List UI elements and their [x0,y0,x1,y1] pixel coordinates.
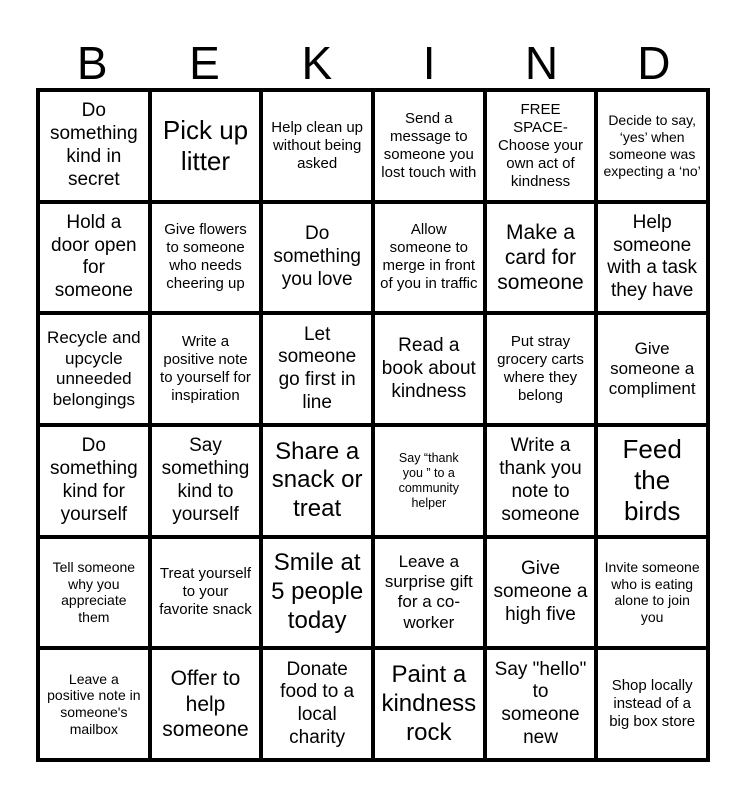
bingo-cell[interactable] [261,648,373,760]
cell-text: Read a book about kindness [381,334,476,402]
bingo-cell[interactable] [596,90,708,202]
cell-text: Say something kind to yourself [161,435,250,525]
bingo-cell[interactable] [150,90,262,202]
bingo-cell[interactable] [373,90,485,202]
bingo-board [36,88,710,762]
bingo-cell[interactable] [261,425,373,537]
cell-text: Treat yourself to your favorite snack [159,565,252,619]
cell-text: Help someone with a task they have [607,211,698,302]
cell-text: Invite someone who is eating alone to join you [604,558,700,626]
cell-text: Allow someone to merge in front of you in traffic [380,221,478,293]
cell-text: Send a message to someone you lost touch with [381,109,477,181]
bingo-cell[interactable] [485,202,597,314]
cell-text: Give flowers to someone who needs cheering up [164,221,247,293]
bingo-cell[interactable] [261,202,373,314]
bingo-cell[interactable] [261,313,373,425]
cell-text: Shop locally instead of a big box store [609,677,696,731]
cell-text: Do something you love [273,223,361,290]
bingo-cell[interactable] [596,202,708,314]
bingo-cell[interactable] [485,313,597,425]
bingo-cell[interactable] [261,90,373,202]
header-letter-e: E [189,37,220,89]
header-letter-d: D [637,37,671,89]
cell-text: Help clean up without being asked [271,118,364,172]
bingo-cell[interactable] [150,537,262,649]
cell-text: Donate food to a local charity [280,658,355,748]
bingo-cell[interactable] [150,425,262,537]
cell-text: Offer to help someone [162,667,249,741]
cell-text: Do something kind for yourself [49,435,138,525]
bingo-cell[interactable] [596,537,708,649]
free-space-cell[interactable] [485,90,597,202]
header-letter-k: K [301,37,333,89]
cell-text: Make a card for someone [497,220,584,295]
cell-text: Write a positive note to yourself for inspiration [160,333,251,405]
cell-text: Paint a kindness rock [381,660,477,746]
bingo-cell[interactable] [150,648,262,760]
cell-text: FREE SPACE- Choose your own act of kindness [497,100,584,190]
bingo-cell[interactable] [373,425,485,537]
bingo-cell[interactable] [596,648,708,760]
bingo-cell[interactable] [150,313,262,425]
header-letter-i: I [422,37,436,89]
cell-text: Give someone a high five [493,558,588,625]
cell-text: Do something kind in secret [49,100,138,190]
bingo-cell[interactable] [596,425,708,537]
bingo-cell[interactable] [261,537,373,649]
cell-text: Let someone go first in line [278,323,357,413]
cell-text: Leave a surprise gift for a co-worker [384,551,473,632]
cell-text: Decide to say, ‘yes’ when someone was expecting a ‘no’ [603,112,701,179]
bingo-cell[interactable] [485,425,597,537]
bingo-cell[interactable] [38,537,150,649]
cell-text: Tell someone why you appreciate them [52,558,136,626]
bingo-cell[interactable] [373,202,485,314]
bingo-header [36,38,710,88]
bingo-cell[interactable] [373,648,485,760]
cell-text: Say "hello" to someone new [494,658,587,748]
header-letter-b: B [76,37,108,89]
cell-text: Smile at 5 people today [271,549,364,634]
header-letter-n: N [524,37,559,89]
bingo-cell[interactable] [150,202,262,314]
cell-text: Feed the birds [622,434,682,527]
cell-text: Recycle and upcycle unneeded belongings [47,328,141,409]
bingo-cell[interactable] [38,425,150,537]
bingo-cell[interactable] [485,537,597,649]
cell-text: Leave a positive note in someone's mailbox [47,670,141,737]
bingo-cell[interactable] [38,313,150,425]
cell-text: Write a thank you note to someone [499,435,582,525]
bingo-cell[interactable] [38,648,150,760]
bingo-cell[interactable] [38,90,150,202]
cell-text: Share a snack or treat [271,437,363,523]
cell-text: Pick up litter [162,114,249,176]
bingo-cell[interactable] [373,313,485,425]
cell-text: Hold a door open for someone [51,211,137,302]
bingo-cell[interactable] [596,313,708,425]
bingo-cell[interactable] [38,202,150,314]
bingo-cell[interactable] [485,648,597,760]
bingo-cell[interactable] [373,537,485,649]
cell-text: Say “thank you ” to a community helper [398,450,460,510]
cell-text: Put stray grocery carts where they belong [497,333,584,405]
cell-text: Give someone a compliment [608,338,696,399]
